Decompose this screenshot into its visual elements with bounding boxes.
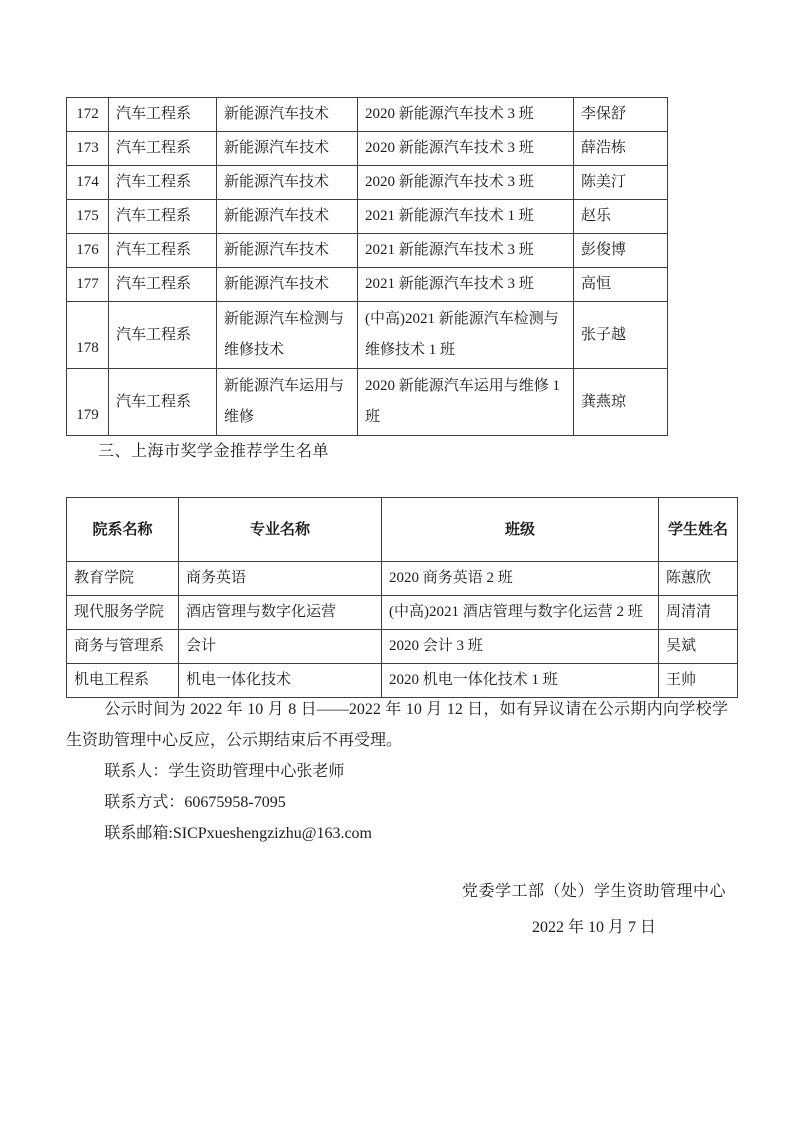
cell-student-name: 赵乐 <box>574 200 668 234</box>
cell-student-name: 陈美汀 <box>574 166 668 200</box>
award-students-table-continued <box>66 97 668 436</box>
table-row <box>67 268 668 302</box>
cell-student-name: 高恒 <box>574 268 668 302</box>
table-row <box>67 166 668 200</box>
cell-seq: 174 <box>67 166 109 200</box>
header-department: 院系名称 <box>67 498 179 562</box>
cell-major: 新能源汽车运用与维修 <box>217 369 358 436</box>
cell-department: 汽车工程系 <box>109 166 217 200</box>
cell-department: 教育学院 <box>67 562 179 596</box>
cell-seq: 176 <box>67 234 109 268</box>
cell-department: 汽车工程系 <box>109 200 217 234</box>
publicity-paragraph: 公示时间为 2022 年 10 月 8 日——2022 年 10 月 12 日，如有异议请在公示期内向学校学生资助管理中心反应，公示期结束后不再受理。 <box>66 701 728 749</box>
shanghai-scholarship-table <box>66 497 738 698</box>
cell-class: 2020 新能源汽车运用与维修 1 班 <box>358 369 574 436</box>
cell-class: (中高)2021 新能源汽车检测与维修技术 1 班 <box>358 302 574 369</box>
cell-department: 现代服务学院 <box>67 596 179 630</box>
table-row <box>67 98 668 132</box>
cell-student-name: 李保舒 <box>574 98 668 132</box>
cell-class: 2021 新能源汽车技术 3 班 <box>358 268 574 302</box>
cell-department: 汽车工程系 <box>109 268 217 302</box>
cell-major: 新能源汽车技术 <box>217 166 358 200</box>
signature-block <box>462 876 726 943</box>
cell-major: 新能源汽车技术 <box>217 132 358 166</box>
cell-class: 2021 新能源汽车技术 3 班 <box>358 234 574 268</box>
cell-major: 机电一体化技术 <box>179 664 382 698</box>
cell-student-name: 彭俊博 <box>574 234 668 268</box>
cell-class: 2020 商务英语 2 班 <box>382 562 659 596</box>
cell-student-name: 周清清 <box>659 596 738 630</box>
cell-department: 汽车工程系 <box>109 302 217 369</box>
table-row <box>67 132 668 166</box>
cell-major: 新能源汽车技术 <box>217 200 358 234</box>
table-row <box>67 596 738 630</box>
cell-seq: 178 <box>67 302 109 369</box>
cell-department: 汽车工程系 <box>109 98 217 132</box>
cell-class: 2020 会计 3 班 <box>382 630 659 664</box>
header-class: 班级 <box>382 498 659 562</box>
cell-seq: 173 <box>67 132 109 166</box>
cell-class: 2021 新能源汽车技术 1 班 <box>358 200 574 234</box>
cell-student-name: 王帅 <box>659 664 738 698</box>
cell-department: 汽车工程系 <box>109 132 217 166</box>
cell-major: 商务英语 <box>179 562 382 596</box>
cell-major: 新能源汽车技术 <box>217 268 358 302</box>
table-row <box>67 302 668 369</box>
cell-major: 酒店管理与数字化运营 <box>179 596 382 630</box>
cell-seq: 172 <box>67 98 109 132</box>
cell-student-name: 陈蕙欣 <box>659 562 738 596</box>
notice-block <box>66 694 728 849</box>
cell-student-name: 张子越 <box>574 302 668 369</box>
header-student-name: 学生姓名 <box>659 498 738 562</box>
cell-department: 机电工程系 <box>67 664 179 698</box>
cell-department: 汽车工程系 <box>109 234 217 268</box>
cell-student-name: 薛浩栋 <box>574 132 668 166</box>
table-row <box>67 630 738 664</box>
cell-major: 新能源汽车技术 <box>217 234 358 268</box>
cell-major: 新能源汽车技术 <box>217 98 358 132</box>
contact-email-line: 联系邮箱:SICPxueshengzizhu@163.com <box>104 825 372 842</box>
cell-department: 商务与管理系 <box>67 630 179 664</box>
cell-student-name: 吴斌 <box>659 630 738 664</box>
cell-seq: 179 <box>67 369 109 436</box>
cell-seq: 177 <box>67 268 109 302</box>
signature-date: 2022 年 10 月 7 日 <box>531 919 656 936</box>
section-heading: 三、上海市奖学金推荐学生名单 <box>98 443 330 460</box>
cell-major: 会计 <box>179 630 382 664</box>
header-major: 专业名称 <box>179 498 382 562</box>
contact-person-line: 联系人：学生资助管理中心张老师 <box>104 763 345 780</box>
cell-major: 新能源汽车检测与维修技术 <box>217 302 358 369</box>
cell-class: 2020 机电一体化技术 1 班 <box>382 664 659 698</box>
table-row <box>67 369 668 436</box>
cell-seq: 175 <box>67 200 109 234</box>
table-header-row <box>67 498 738 562</box>
cell-class: 2020 新能源汽车技术 3 班 <box>358 166 574 200</box>
contact-phone-line: 联系方式：60675958-7095 <box>104 794 286 811</box>
signature-organization: 党委学工部（处）学生资助管理中心 <box>461 883 726 900</box>
cell-class: 2020 新能源汽车技术 3 班 <box>358 132 574 166</box>
cell-student-name: 龚燕琼 <box>574 369 668 436</box>
cell-class: (中高)2021 酒店管理与数字化运营 2 班 <box>382 596 659 630</box>
cell-class: 2020 新能源汽车技术 3 班 <box>358 98 574 132</box>
cell-department: 汽车工程系 <box>109 369 217 436</box>
table-row <box>67 234 668 268</box>
table-row <box>67 562 738 596</box>
table-row <box>67 664 738 698</box>
table-row <box>67 200 668 234</box>
